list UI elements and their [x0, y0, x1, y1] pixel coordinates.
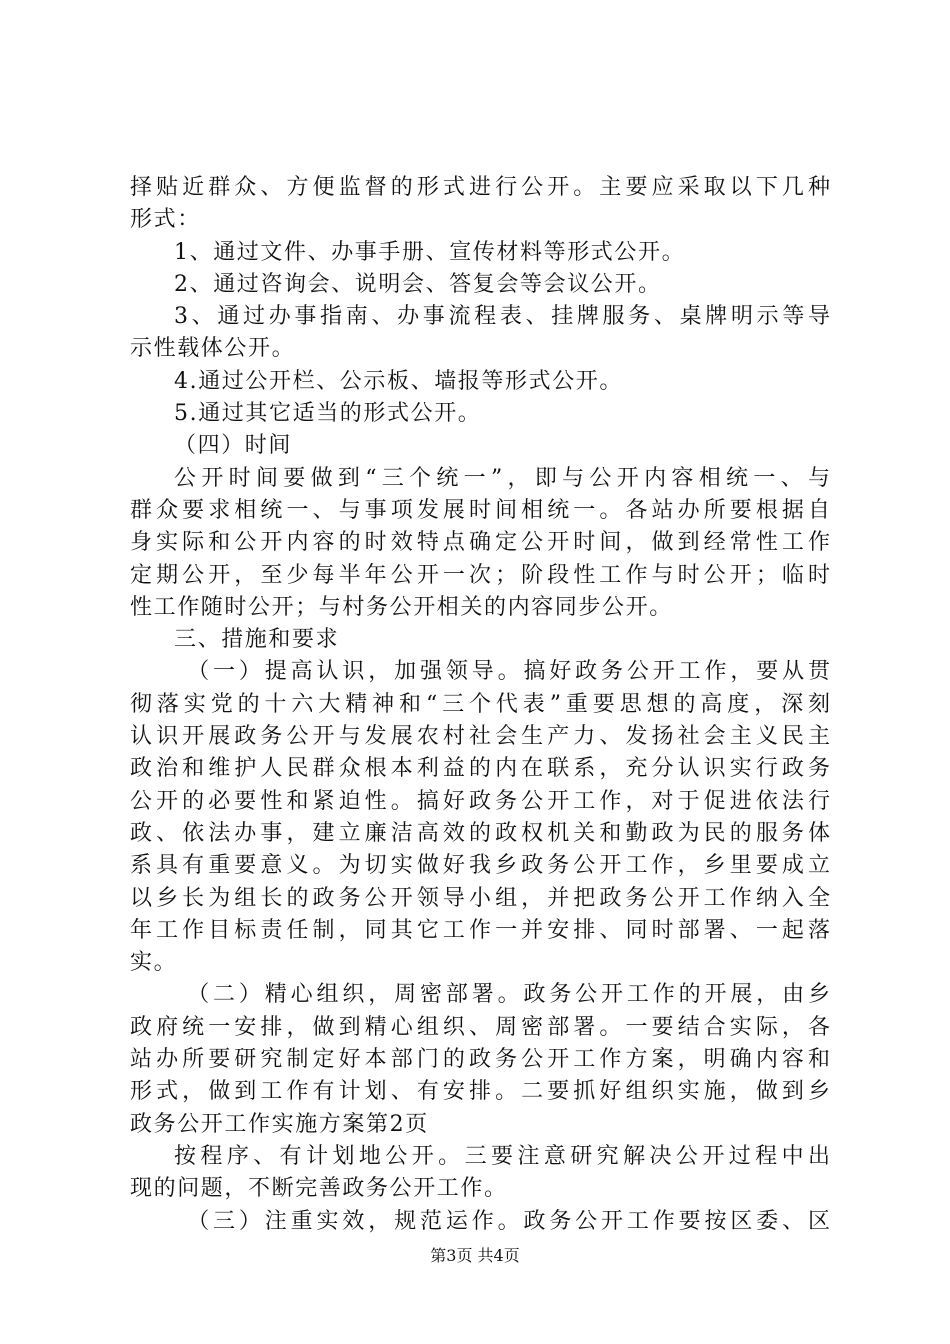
- text-line: 政务公开工作实施方案第2页: [130, 1111, 429, 1137]
- text-line: 实。: [130, 950, 178, 976]
- text-line: 政府统一安排，做到精心组织、周密部署。一要结合实际，各: [130, 1014, 830, 1040]
- text-line: 2、通过咨询会、说明会、答复会等会议公开。: [174, 271, 662, 297]
- text-line: （二）精心组织，周密部署。政务公开工作的开展，由乡: [187, 982, 830, 1008]
- text-line: 按程序、有计划地公开。三要注意研究解决公开过程中出: [174, 1143, 830, 1169]
- text-line: 公开的必要性和紧迫性。搞好政务公开工作，对于促进依法行: [130, 788, 830, 814]
- text-line: 3、通过办事指南、办事流程表、挂牌服务、桌牌明示等导: [174, 304, 830, 330]
- text-line: 年工作目标责任制，同其它工作一并安排、同时部署、一起落: [130, 917, 830, 943]
- text-line: 政、依法办事，建立廉洁高效的政权机关和勤政为民的服务体: [130, 820, 830, 846]
- text-line: 形式，做到工作有计划、有安排。二要抓好组织实施，做到乡: [130, 1079, 830, 1105]
- text-line: 4.通过公开栏、公示板、墙报等形式公开。: [174, 368, 623, 394]
- text-line: 群众要求相统一、与事项发展时间相统一。各站办所要根据自: [130, 497, 830, 523]
- text-line: 择贴近群众、方便监督的形式进行公开。主要应采取以下几种: [130, 175, 830, 200]
- text-line: 政治和维护人民群众根本利益的内在联系，充分认识实行政务: [130, 756, 830, 782]
- document-body: [130, 172, 830, 1238]
- text-line: 以乡长为组长的政务公开领导小组，并把政务公开工作纳入全: [130, 885, 830, 911]
- text-line: 身实际和公开内容的时效特点确定公开时间，做到经常性工作: [130, 530, 830, 556]
- text-line: 定期公开，至少每半年公开一次；阶段性工作与时公开；临时: [130, 562, 830, 588]
- text-line: 认识开展政务公开与发展农村社会生产力、发扬社会主义民主: [130, 724, 830, 750]
- text-line: 性工作随时公开；与村务公开相关的内容同步公开。: [130, 594, 673, 620]
- text-line: 形式：: [130, 207, 201, 233]
- text-line: 站办所要研究制定好本部门的政务公开工作方案，明确内容和: [130, 1047, 830, 1073]
- text-line: 公开时间要做到“三个统一”，即与公开内容相统一、与: [174, 465, 830, 491]
- text-line: 三、措施和要求: [174, 627, 340, 653]
- text-line: 5.通过其它适当的形式公开。: [174, 401, 482, 427]
- page-number-label: 第3页 共4页: [430, 1246, 520, 1265]
- text-line: 现的问题，不断完善政务公开工作。: [130, 1176, 508, 1202]
- text-line: 示性载体公开。: [130, 336, 296, 362]
- text-line: 1、通过文件、办事手册、宣传材料等形式公开。: [174, 239, 686, 265]
- text-line: 彻落实党的十六大精神和“三个代表”重要思想的高度，深刻: [130, 691, 830, 717]
- page-footer: [0, 1246, 950, 1266]
- text-line: （一）提高认识，加强领导。搞好政务公开工作，要从贯: [187, 659, 830, 685]
- text-line: （三）注重实效，规范运作。政务公开工作要按区委、区: [187, 1208, 830, 1234]
- text-line: 系具有重要意义。为切实做好我乡政务公开工作，乡里要成立: [130, 853, 830, 879]
- text-line: （四）时间: [174, 433, 293, 459]
